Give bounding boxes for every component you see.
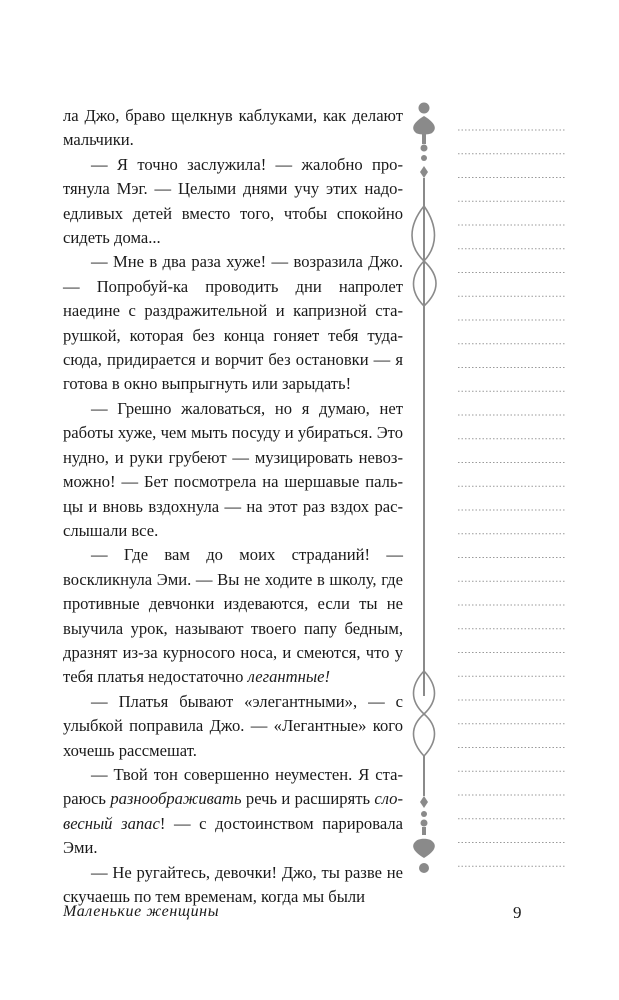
paragraph-text: — Платья бывают «элегантными», — с улыбкой поправила Джо. — «Легантные» кого хочешь рассмешат. — [63, 691, 403, 760]
paragraph — [63, 690, 403, 763]
paragraph-text: ! — с достоинством парировала Эми. — [63, 813, 403, 858]
page-number: 9 — [513, 903, 522, 922]
paragraph — [63, 397, 403, 543]
italic-text: словесный запас — [63, 789, 403, 833]
finial-top-diamond — [420, 166, 428, 178]
paragraph — [63, 543, 403, 689]
paragraph-text: — Грешно жаловаться, но я думаю, нет работы хуже, чем мыть посуду и убираться. Это нудно, и руки грубеют — музицировать невозможно! — Бет посмотрела на шершавые пальцы и вновь вздохнула — на этот раз вздох расслышали все. — [63, 398, 403, 540]
paragraph-text: ла Джо, браво щелкнув каблуками, как делают мальчики. — [63, 106, 403, 150]
finial-top-bead-2 — [421, 155, 427, 161]
running-footer-book-title: Маленькие женщины — [63, 903, 220, 920]
italic-text: разноображивать — [110, 789, 242, 809]
paragraph — [63, 763, 403, 861]
paragraph-text: — Мне в два раза хуже! — возразила Джо. — Попробуй-ка проводить дни напролет наедине с раздражительной и капризной старушкой, которая без конца гоняет тебя туда-сюда, придирается и ворчит без остановки — я готова в окно выпрыгнуть или зарыдать! — [63, 252, 403, 394]
finial-top-neck — [422, 134, 426, 144]
finial-top-knob — [419, 103, 430, 114]
finial-bottom-diamond — [420, 796, 428, 808]
paragraph-text: — Я точно заслужила! — жалобно протянула Мэг. — Целыми днями учу этих надоедливых детей вместо того, чтобы спокойно сидеть дома... — [63, 154, 403, 248]
paragraph — [63, 153, 403, 251]
finial-bottom-bead-2 — [421, 820, 428, 827]
ornament-divider — [406, 96, 442, 896]
paragraph — [63, 104, 403, 153]
finial-bottom-knob — [419, 863, 429, 873]
paragraph-text: — Твой тон совершенно неуместен. Я стараюсь — [63, 764, 403, 809]
finial-bottom-bulb — [413, 839, 435, 858]
finial-bottom-bead — [421, 811, 427, 817]
paragraph — [63, 250, 403, 396]
paragraph-text: — Где вам до моих страданий! — воскликнула Эми. — Вы не ходите в школу, где противные девчонки издеваются, если ты не выучила урок, называют твоего папу бедным, дразнят из-за курносого носа, и смеются, что у тебя платья недостаточно — [63, 545, 403, 687]
paragraph-text: — Не ругайтесь, девочки! Джо, ты разве не скучаешь по тем временам, когда мы были — [63, 862, 403, 906]
notes-ruled-lines — [458, 128, 565, 888]
finial-top-bead — [421, 145, 428, 152]
paragraph-text: речь и расширять — [241, 789, 375, 809]
body-text — [63, 104, 403, 909]
finial-bottom-neck — [422, 827, 426, 835]
italic-text: легантные! — [247, 667, 331, 687]
finial-top-bulb — [413, 116, 435, 135]
